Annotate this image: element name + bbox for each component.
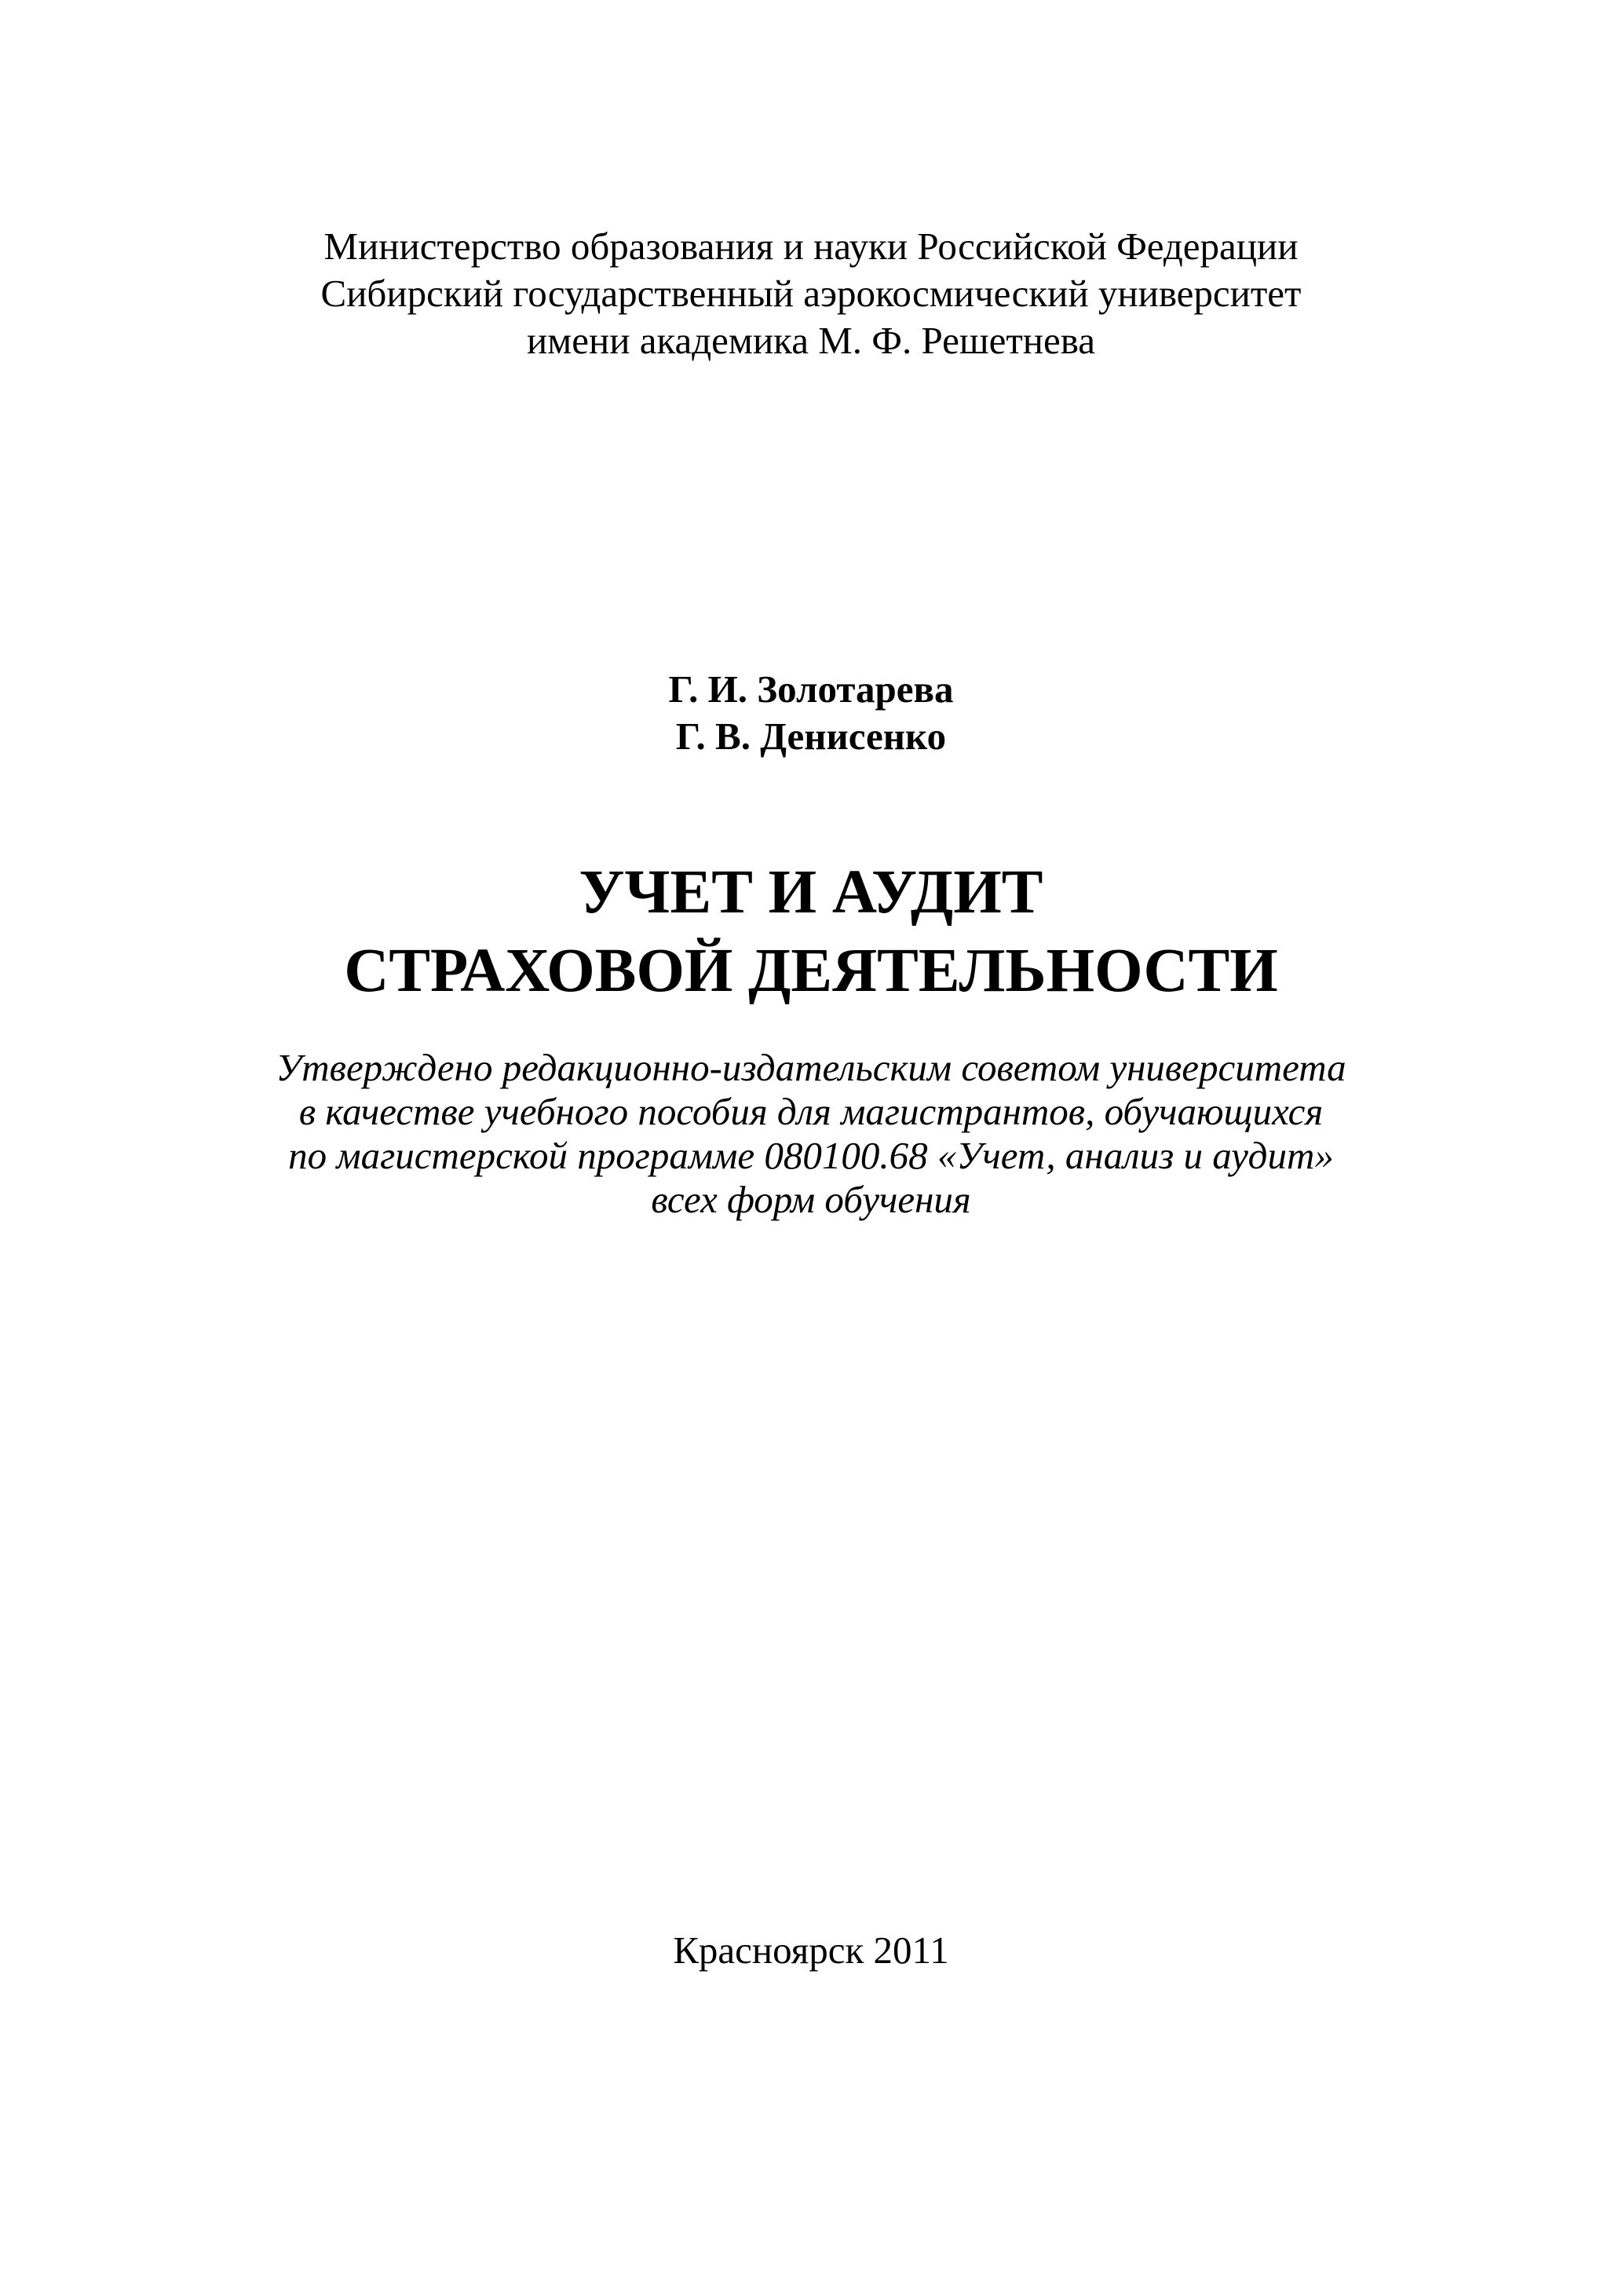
publication-city-year	[0, 1927, 1622, 1974]
title-line-2: СТРАХОВОЙ ДЕЯТЕЛЬНОСТИ	[344, 937, 1278, 1005]
approval-line-4: всех форм обучения	[651, 1178, 971, 1221]
approval-line-2: в качестве учебного пособия для магистрантов, обучающихся	[298, 1090, 1324, 1133]
institution-header	[0, 223, 1622, 364]
city-year: Красноярск 2011	[673, 1929, 949, 1972]
author-1: Г. И. Золотарева	[668, 667, 954, 711]
approval-line-1: Утверждено редакционно-издательским советом университета	[276, 1046, 1346, 1089]
title-line-1: УЧЕТ И АУДИТ	[579, 858, 1043, 927]
approval-line-3: по магистерской программе 080100.68 «Учет, анализ и аудит»	[288, 1134, 1334, 1177]
approval-note	[0, 1046, 1622, 1222]
authors	[0, 666, 1622, 760]
author-2: Г. В. Денисенко	[675, 715, 947, 758]
book-title	[0, 854, 1622, 1011]
ministry-line: Министерство образования и науки Российской Федерации	[323, 225, 1299, 268]
university-named-after-line: имени академика М. Ф. Решетнева	[527, 319, 1095, 362]
university-line: Сибирский государственный аэрокосмический университет	[320, 272, 1302, 315]
